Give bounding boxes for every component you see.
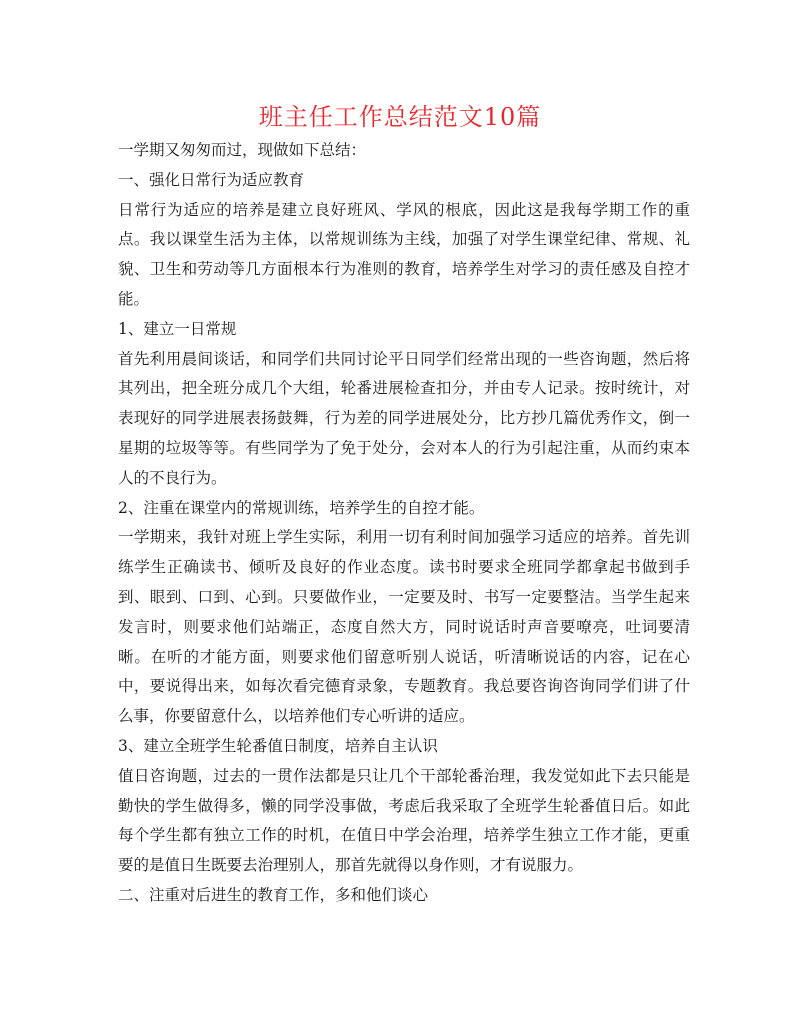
- document-title: 班主任工作总结范文10篇: [258, 103, 542, 131]
- subsection-heading: 2、注重在课堂内的常规训练，培养学生的自控才能。: [118, 498, 485, 517]
- document-body: [118, 136, 690, 911]
- body-paragraph: 日常行为适应的培养是建立良好班风、学风的根底，因此这是我每学期工作的重点。我以课堂生活为主体，以常规训练为主线，加强了对学生课堂纪律、常规、礼貌、卫生和劳动等几方面根本行为准则的教育，培养学生对学习的责任感及自控才能。: [118, 200, 690, 308]
- body-paragraph: 首先利用晨间谈话，和同学们共同讨论平日同学们经常出现的一些咨询题，然后将其列出，把全班分成几个大组，轮番进展检查扣分，并由专人记录。按时统计，对表现好的同学进展表扬鼓舞，行为差的同学进展处分，比方抄几篇优秀作文，倒一星期的垃圾等等。有些同学为了免于处分，会对本人的行为引起注重，从而约束本人的不良行为。: [118, 349, 690, 487]
- section-heading: 一、强化日常行为适应教育: [118, 170, 305, 189]
- section-heading: 二、注重对后进生的教育工作，多和他们谈心: [118, 885, 429, 904]
- subsection-heading: 3、建立全班学生轮番值日制度，培养自主认识: [118, 736, 438, 755]
- body-paragraph: 一学期来，我针对班上学生实际，利用一切有利时间加强学习适应的培养。首先训练学生正确读书、倾听及良好的作业态度。读书时要求全班同学都拿起书做到手到、眼到、口到、心到。只要做作业，一定要及时、书写一定要整洁。当学生起来发言时，则要求他们站端正，态度自然大方，同时说话时声音要嘹亮，吐词要清晰。在听的才能方面，则要求他们留意听别人说话，听清晰说话的内容，记在心中，要说得出来，如每次看完德育录象，专题教育。我总要咨询咨询同学们讲了什么事，你要留意什么，以培养他们专心听讲的适应。: [118, 528, 690, 726]
- paragraph-intro: 一学期又匆匆而过，现做如下总结：: [118, 141, 367, 159]
- body-paragraph: 值日咨询题，过去的一贯作法都是只让几个干部轮番治理，我发觉如此下去只能是勤快的学生做得多，懒的同学没事做，考虑后我采取了全班学生轮番值日后。如此每个学生都有独立工作的时机，在值日中学会治理，培养学生独立工作才能，更重要的是值日生既要去治理别人，那首先就得以身作则，才有说服力。: [118, 766, 690, 875]
- subsection-heading: 1、建立一日常规: [118, 319, 237, 338]
